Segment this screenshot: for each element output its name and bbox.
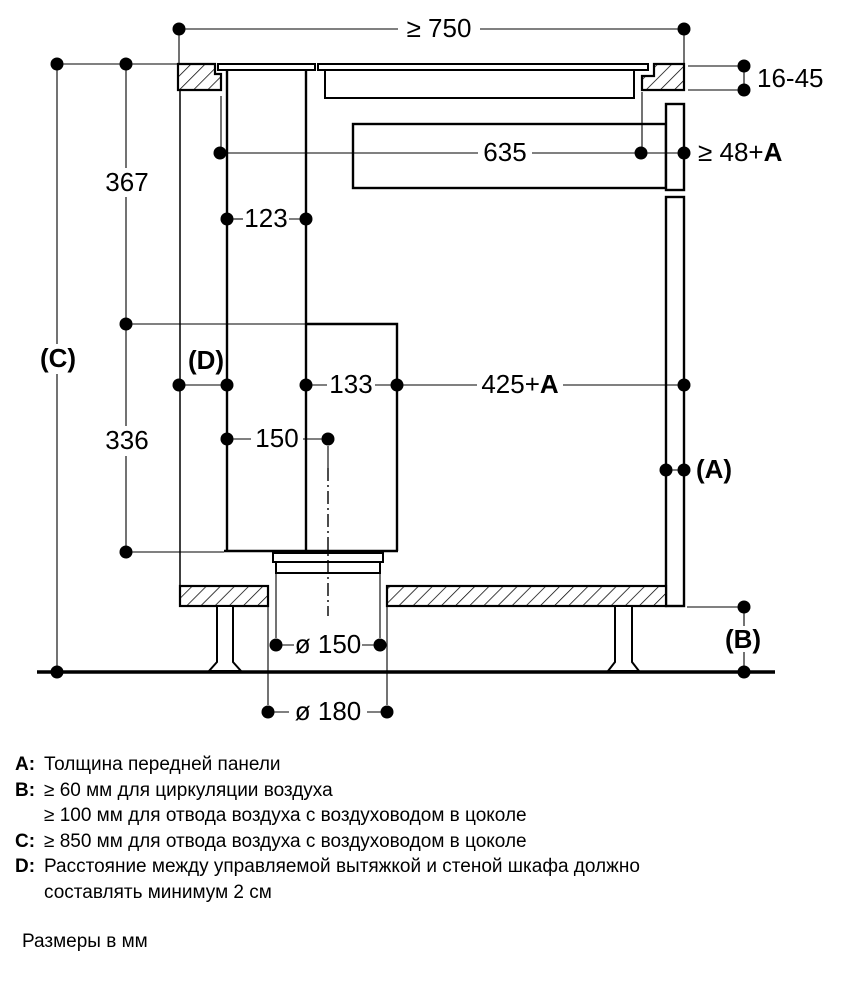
worktop-left-section [178, 64, 221, 90]
min-clearance-prefix: ≥ 48+ [698, 137, 764, 167]
dim-worktop-thickness [688, 60, 824, 97]
legend-text-a: Толщина передней панели [44, 754, 281, 775]
legend-item-a [15, 752, 845, 778]
dim-blower-width [300, 369, 404, 399]
legend-key-d: D: [15, 856, 36, 877]
blower-box [306, 324, 397, 551]
front-panel-lower [666, 197, 684, 606]
dim-label-b: (B) [724, 624, 762, 654]
dim-label-c: (C) [39, 343, 77, 373]
legend-text-b-line1: ≥ 60 мм для циркуляции воздуха [44, 779, 333, 801]
legend-item-c [15, 829, 845, 855]
dim-cutout-diameter [262, 606, 394, 726]
dim-label-blower-width: 133 [329, 369, 373, 399]
leg-left [209, 606, 241, 671]
plinth-left [180, 586, 268, 606]
dim-label-height-upper: 367 [105, 167, 149, 197]
units-note: Размеры в мм [22, 931, 148, 952]
dim-label-front-depth [481, 369, 559, 399]
legend [15, 752, 845, 955]
leg-right [608, 606, 639, 671]
dim-height-lower [105, 324, 148, 559]
dim-label-duct-width: 123 [244, 203, 288, 233]
legend-item-b [15, 778, 845, 829]
legend-item-d [15, 854, 845, 905]
cabinet-structure [37, 64, 775, 672]
front-panel-upper [666, 104, 684, 190]
plinth-right [387, 586, 666, 606]
front-depth-prefix: 425+ [481, 369, 540, 399]
dim-height-upper [105, 58, 148, 331]
hob-body [325, 70, 634, 98]
dim-label-height-lower: 336 [105, 425, 149, 455]
dim-duct-width [221, 203, 313, 233]
dim-label-top-width: ≥ 750 [406, 13, 472, 43]
downdraft-flange [218, 64, 315, 70]
legend-key-b: B: [15, 779, 36, 801]
dim-label-inset-depth: 635 [483, 137, 527, 167]
dim-d [173, 345, 234, 392]
dim-label-d: (D) [187, 345, 225, 375]
dim-label-a: (A) [696, 454, 733, 484]
dim-label-worktop-thickness: 16-45 [757, 63, 824, 93]
dim-label-min-clearance [698, 137, 783, 167]
legend-text-d-line2: составлять минимум 2 см [44, 881, 272, 903]
legend-text-c: ≥ 850 мм для отвода воздуха с воздуховодом в цоколе [44, 830, 527, 852]
legend-key-c: C: [15, 830, 36, 852]
dim-connectors [57, 64, 306, 552]
dim-label-center-offset: 150 [255, 423, 299, 453]
dim-front-depth [397, 369, 691, 399]
dim-top-width [173, 13, 691, 63]
dim-c [40, 58, 76, 679]
legend-text-b-line2: ≥ 100 мм для отвода воздуха с воздуховодом в цоколе [44, 805, 527, 826]
legend-text-d-line1: Расстояние между управляемой вытяжкой и стеной шкафа должно [44, 856, 640, 877]
min-clearance-bold: A [763, 137, 783, 167]
dim-b [687, 601, 761, 679]
dim-center-offset [221, 423, 335, 453]
dim-label-cutout-diameter: ø 180 [294, 696, 362, 726]
legend-key-a: A: [15, 754, 36, 775]
dim-label-outlet-diameter: ø 150 [294, 629, 362, 659]
front-depth-bold: A [539, 369, 559, 399]
